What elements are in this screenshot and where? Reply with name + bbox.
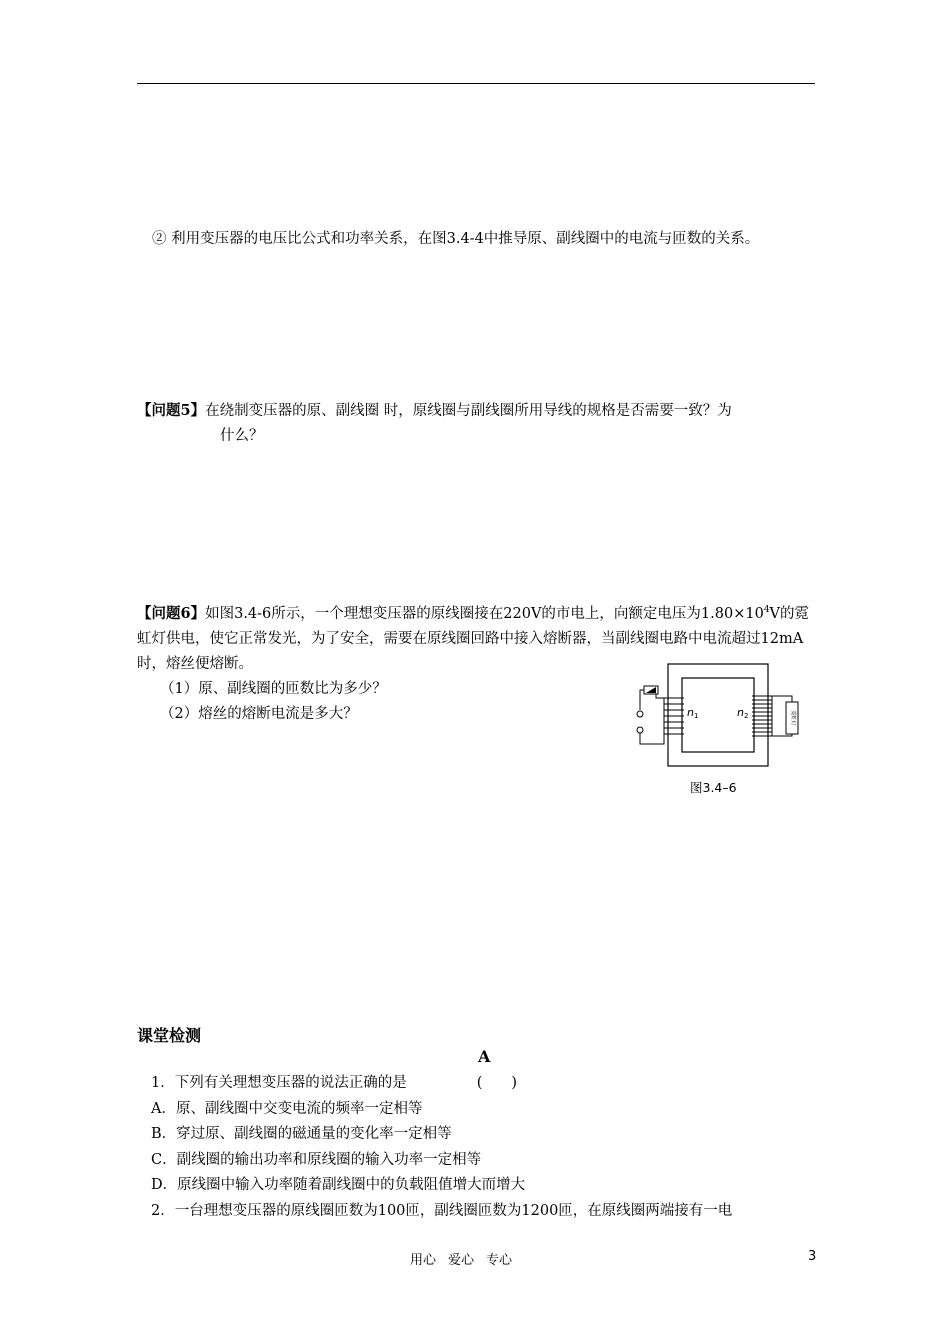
- page-number: 3: [808, 1249, 817, 1264]
- header-rule: [137, 83, 815, 84]
- footer-word: 用心: [410, 1253, 437, 1268]
- n2-label: n2: [737, 706, 749, 720]
- question-6-label: 【问题6】: [137, 604, 206, 622]
- question-6-sub-1: （1）原、副线圈的匝数比为多少？: [160, 680, 387, 697]
- primary-circuit: [637, 690, 664, 744]
- quiz-q1-stem: 1．下列有关理想变压器的说法正确的是: [151, 1075, 407, 1091]
- question-5-text-cont: 什么？: [220, 428, 264, 444]
- question-6-exponent: 4: [763, 605, 770, 615]
- fuse-icon: [644, 686, 658, 694]
- question-6-text-a: 如图3.4-6所示，一个理想变压器的原线圈接在220V的市电上，向额定电压为1.80×10: [205, 605, 764, 622]
- question-6-text-b: V的霓虹灯供电，使它正常发光，为了安全，需要在原线圈回路中接入熔断器，当副线圈电路中电流超过12mA时，熔丝便熔断。: [137, 605, 810, 672]
- footer-motto: [410, 1249, 524, 1268]
- footer-word: 爱心: [448, 1253, 475, 1268]
- transformer-figure: [620, 662, 820, 797]
- quiz-q1-option-b: B．穿过原、副线圈的磁通量的变化率一定相等: [151, 1126, 452, 1142]
- level-label: A: [478, 1047, 491, 1066]
- section-title: 课堂检测: [137, 1026, 202, 1045]
- quiz-q1-option-d: D．原线圈中输入功率随着副线圈中的负载阻值增大而增大: [151, 1177, 526, 1193]
- quiz-block: [151, 1071, 815, 1224]
- quiz-q1-option-c: C．副线圈的输出功率和原线圈的输入功率一定相等: [151, 1151, 482, 1168]
- question-5: [137, 398, 815, 449]
- quiz-q1-option-a: A．原、副线圈中交变电流的频率一定相等: [151, 1100, 423, 1117]
- figure-caption: 图3.4–6: [690, 780, 737, 795]
- question-6-sub-2: （2）熔丝的熔断电流是多大？: [160, 705, 358, 722]
- question-5-text: 在绕制变压器的原、副线圈 时，原线圈与副线圈所用导线的规格是否需要一致？为: [205, 403, 732, 419]
- load-label: 霓虹灯: [790, 710, 796, 726]
- footer-word: 专心: [486, 1253, 513, 1268]
- quiz-q1: [151, 1071, 815, 1097]
- quiz-q2-stem: 2．一台理想变压器的原线圈匝数为100匝，副线圈匝数为1200匝，在原线圈两端接有一电: [151, 1202, 733, 1219]
- question-5-label: 【问题5】: [137, 402, 206, 419]
- paragraph-derivation: ② 利用变压器的电压比公式和功率关系，在图3.4-4中推导原、副线圈中的电流与匝数的关系。: [152, 231, 760, 247]
- quiz-q1-answer-blank: ( ): [476, 1075, 518, 1091]
- n1-label: n1: [687, 706, 699, 720]
